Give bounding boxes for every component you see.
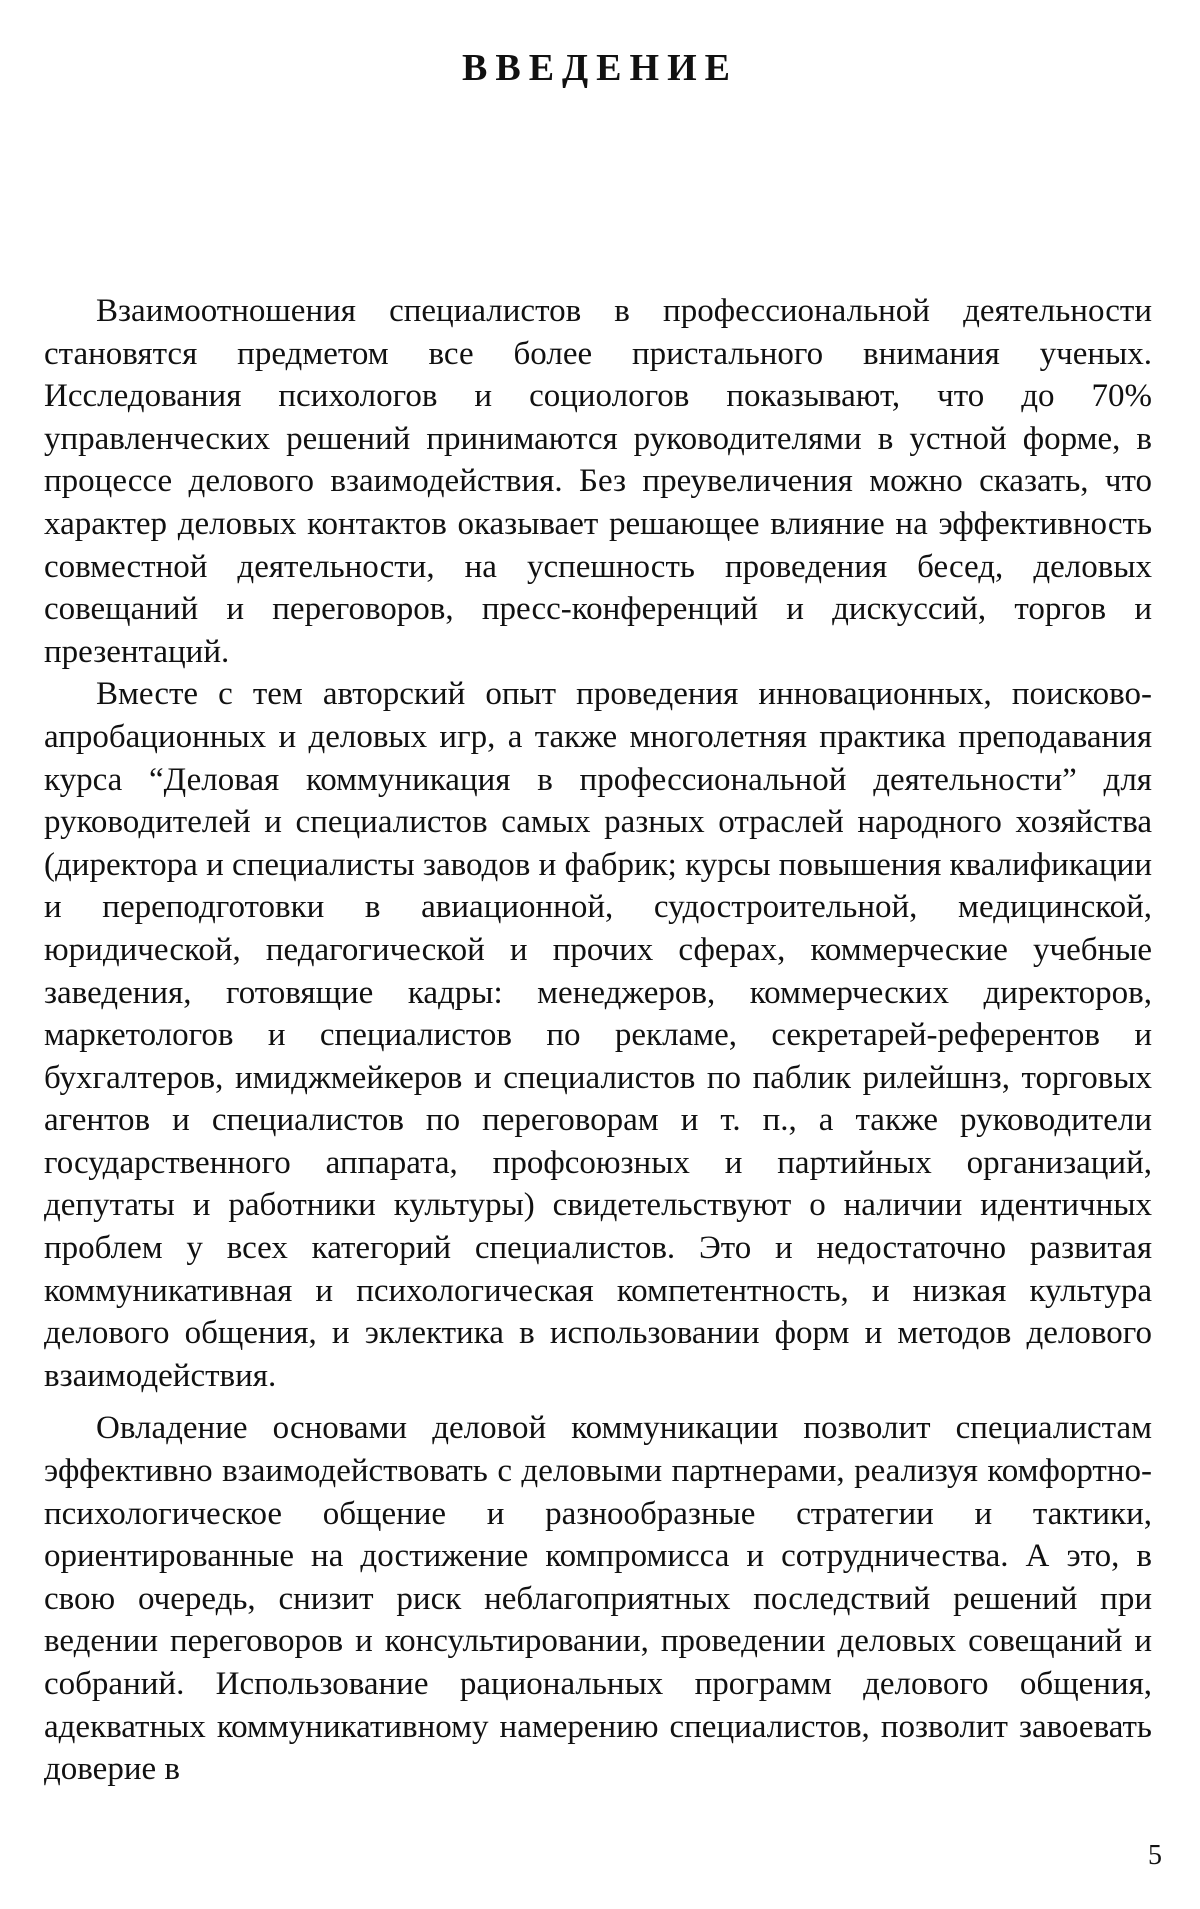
body-text: [44, 290, 1152, 1791]
paragraph-3: Овладение основами деловой коммуникации позволит специалистам эффективно взаимодействовать с деловыми партнерами, реализуя комфортно-психологическое общение и разнообразные стратегии и тактики, ориентированные на достижение компромисса и сотрудничества. А это, в свою очередь, снизит риск неблагоприятных последствий решений при ведении переговоров и консультировании, проведении деловых совещаний и собраний. Использование рациональных программ делового общения, адекватных коммуникативному намерению специалистов, позволит завоевать доверие в: [44, 1410, 1152, 1788]
paragraph-1: Взаимоотношения специалистов в профессиональной деятельности становятся предметом все более пристального внимания ученых. Исследования психологов и социологов показывают, что до 70% управленческих решений принимаются руководителями в устной форме, в процессе делового взаимодействия. Без преувеличения можно сказать, что характер деловых контактов оказывает решающее влияние на эффективность совместной деятельности, на успешность проведения бесед, деловых совещаний и переговоров, пресс-конференций и дискуссий, торгов и презентаций.: [44, 293, 1152, 670]
chapter-heading: ВВЕДЕНИЕ: [462, 47, 738, 89]
page-number: 5: [1148, 1840, 1162, 1871]
paragraph-2: Вместе с тем авторский опыт проведения инновационных, поисково-апробационных и деловых игр, а также многолетняя практика преподавания курса “Деловая коммуникация в профессиональной деятельности” для руководителей и специалистов самых разных отраслей народного хозяйства (директора и специалисты заводов и фабрик; курсы повышения квалификации и переподготовки в авиационной, судостроительной, медицинской, юридической, педагогической и прочих сферах, коммерческие учебные заведения, готовящие кадры: менеджеров, коммерческих директоров, маркетологов и специалистов по рекламе, секретарей-референтов и бухгалтеров, имиджмейкеров и специалистов по паблик рилейшнз, торговых агентов и специалистов по переговорам и т. п., а также руководители государственного аппарата, профсоюзных и партийных организаций, депутаты и работники культуры) свидетельствуют о наличии идентичных проблем у всех категорий специалистов. Это и недостаточно развитая коммуникативная и психологическая компетентность, и низкая культура делового общения, и эклектика в использовании форм и методов делового взаимодействия.: [44, 676, 1152, 1394]
